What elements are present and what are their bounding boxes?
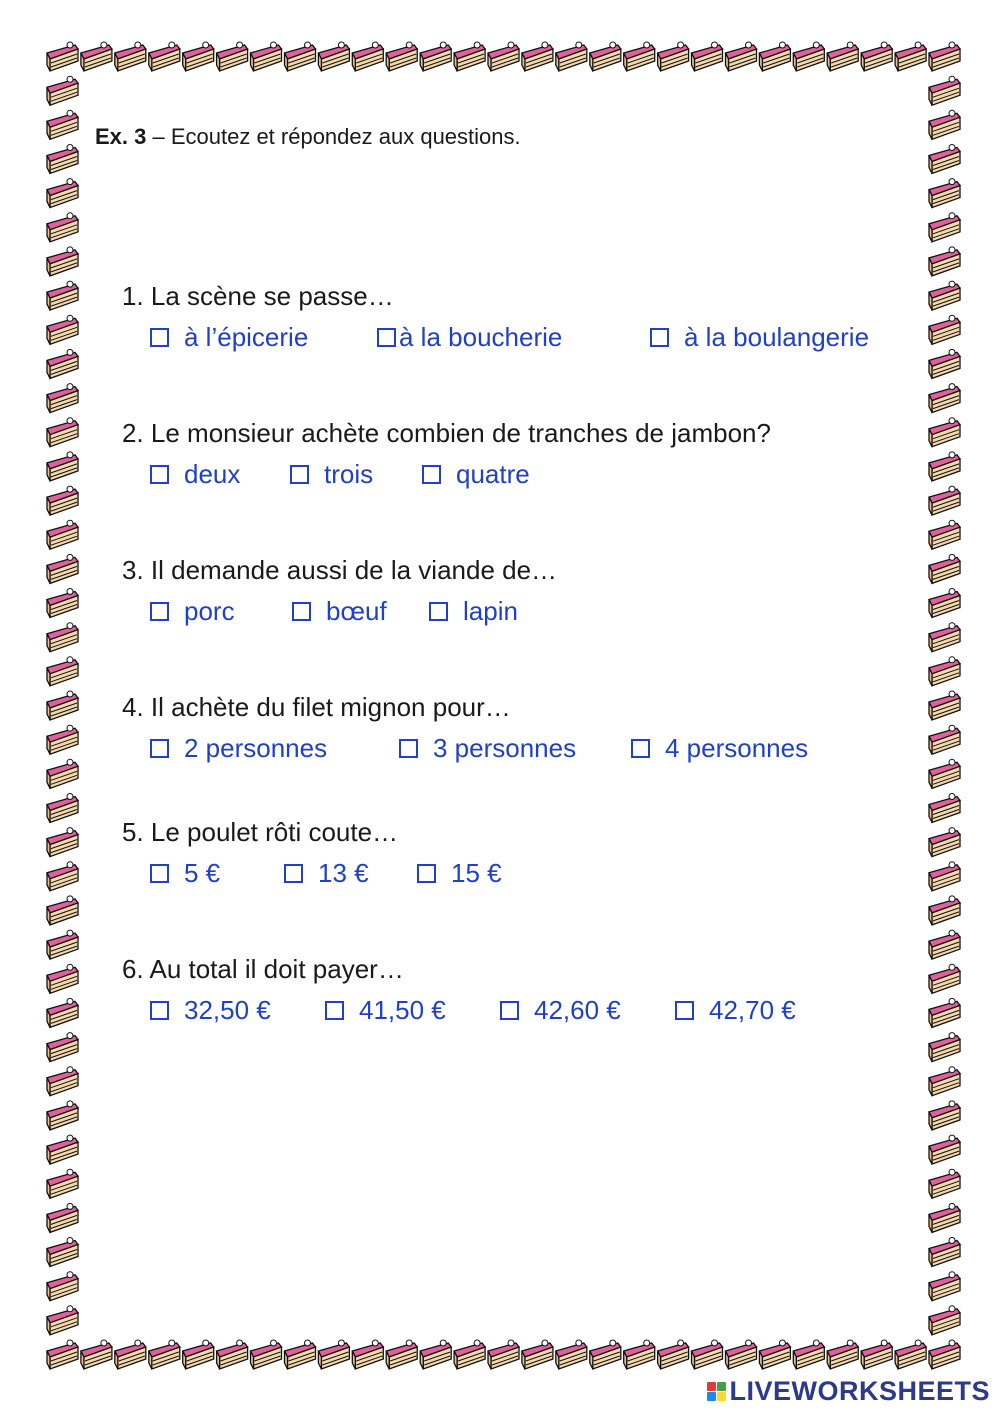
cake-slice-icon [454,42,485,71]
option-label: 13 € [318,858,369,888]
cake-slice-icon [47,1272,78,1301]
question-3 [122,555,557,630]
checkbox-icon[interactable] [325,1001,344,1020]
cake-slice-icon [47,145,78,174]
cake-slice-icon [47,862,78,891]
question-text: 6. Au total il doit payer… [122,954,404,984]
option-label: 4 personnes [665,733,809,763]
cake-slice-icon [47,1169,78,1198]
cake-slice-icon [47,213,78,242]
cake-slice-icon [929,1203,960,1232]
cake-slice-icon [929,42,960,71]
cake-slice-icon [217,42,248,71]
cake-slice-icon [658,42,689,71]
cake-slice-icon [929,486,960,515]
cake-slice-icon [47,691,78,720]
cake-slice-icon [895,42,926,71]
cake-slice-icon [929,554,960,583]
cake-slice-icon [929,349,960,378]
cake-slice-icon [929,623,960,652]
question-5 [122,817,502,892]
option-label: à l’épicerie [184,322,309,352]
cake-slice-icon [929,589,960,618]
cake-slice-icon [47,1340,78,1369]
answer-options [122,322,870,356]
exercise-label: Ex. 3 [95,124,147,149]
question-text: 3. Il demande aussi de la viande de… [122,555,558,585]
cake-slice-icon [929,896,960,925]
cake-slice-icon [47,520,78,549]
option-label: 41,50 € [359,995,446,1025]
cake-slice-icon [658,1340,689,1369]
cake-slice-icon [895,1340,926,1369]
cake-slice-icon [759,1340,790,1369]
answer-options [122,733,809,767]
cake-slice-icon [759,42,790,71]
answer-option[interactable] [675,995,796,1025]
cake-slice-icon [556,42,587,71]
cake-slice-icon [183,42,214,71]
checkbox-icon[interactable] [150,328,169,347]
cake-slice-icon [115,1340,146,1369]
cake-slice-icon [47,623,78,652]
cake-slice-icon [149,1340,180,1369]
cake-slice-icon [47,179,78,208]
cake-slice-icon [251,42,282,71]
cake-slice-icon [115,42,146,71]
cake-slice-icon [47,589,78,618]
cake-slice-icon [47,76,78,105]
answer-option[interactable] [377,322,562,352]
answer-option[interactable] [284,858,369,888]
cake-slice-icon [929,794,960,823]
answer-options [122,858,502,892]
option-label: 42,60 € [534,995,621,1025]
checkbox-icon[interactable] [429,602,448,621]
cake-slice-icon [929,179,960,208]
cake-slice-icon [929,930,960,959]
cake-slice-icon [183,1340,214,1369]
cake-slice-icon [929,145,960,174]
cake-slice-icon [47,349,78,378]
cake-slice-icon [929,418,960,447]
cake-slice-icon [285,1340,316,1369]
cake-slice-icon [929,281,960,310]
cake-slice-icon [929,213,960,242]
cake-slice-icon [47,452,78,481]
question-1 [122,281,870,356]
answer-option[interactable] [290,459,373,489]
exercise-header [95,124,521,150]
checkbox-icon[interactable] [284,864,303,883]
cake-slice-icon [47,486,78,515]
cake-slice-icon [929,76,960,105]
cake-slice-icon [522,42,553,71]
liveworksheets-logo-icon [707,1382,726,1401]
answer-option[interactable] [150,459,240,489]
question-text: 2. Le monsieur achète combien de tranches de jambon? [122,418,771,448]
cake-slice-icon [929,725,960,754]
answer-option[interactable] [292,596,387,626]
cake-slice-icon [929,1306,960,1335]
cake-slice-icon [47,384,78,413]
cake-slice-icon [929,384,960,413]
cake-slice-icon [929,657,960,686]
cake-slice-icon [420,42,451,71]
cake-slice-icon [47,1135,78,1164]
checkbox-icon[interactable] [399,739,418,758]
cake-slice-icon [624,42,655,71]
question-text: 1. La scène se passe… [122,281,394,311]
answer-options [122,995,796,1029]
answer-option[interactable] [650,322,869,352]
cake-slice-icon [929,110,960,139]
cake-slice-icon [47,930,78,959]
question-2 [122,418,771,493]
option-label: 42,70 € [709,995,796,1025]
cake-slice-icon [47,1033,78,1062]
cake-slice-icon [47,315,78,344]
cake-slice-icon [47,1203,78,1232]
answer-option[interactable] [150,596,235,626]
option-label: 5 € [184,858,221,888]
answer-option[interactable] [399,733,576,763]
option-label: 3 personnes [433,733,577,763]
cake-slice-icon [929,1135,960,1164]
cake-slice-icon [929,998,960,1027]
cake-slice-icon [929,1272,960,1301]
cake-slice-icon [420,1340,451,1369]
checkbox-icon[interactable] [377,328,396,347]
checkbox-icon[interactable] [290,465,309,484]
option-label: porc [184,596,235,626]
cake-slice-icon [47,794,78,823]
cake-slice-icon [47,1067,78,1096]
cake-slice-icon [318,1340,349,1369]
cake-slice-icon [827,42,858,71]
checkbox-icon[interactable] [650,328,669,347]
cake-slice-icon [929,1067,960,1096]
checkbox-icon[interactable] [422,465,441,484]
cake-slice-icon [47,828,78,857]
cake-slice-icon [386,42,417,71]
cake-slice-icon [47,896,78,925]
checkbox-icon[interactable] [292,602,311,621]
cake-slice-icon [929,862,960,891]
exercise-instruction: – Ecoutez et répondez aux questions. [146,124,521,149]
cake-slice-icon [352,42,383,71]
cake-slice-icon [929,1238,960,1267]
cake-slice-icon [556,1340,587,1369]
cake-slice-icon [726,1340,757,1369]
cake-slice-icon [47,42,78,71]
question-text: 5. Le poulet rôti coute… [122,817,399,847]
cake-slice-icon [47,247,78,276]
cake-slice-icon [318,42,349,71]
cake-slice-icon [929,1033,960,1062]
cake-slice-icon [590,1340,621,1369]
cake-slice-icon [929,520,960,549]
cake-slice-icon [47,657,78,686]
answer-option[interactable] [429,596,518,626]
cake-slice-icon [47,1238,78,1267]
cake-slice-icon [590,42,621,71]
checkbox-icon[interactable] [150,602,169,621]
cake-slice-icon [47,281,78,310]
cake-slice-icon [624,1340,655,1369]
option-label: à la boucherie [399,322,563,352]
answer-option[interactable] [422,459,530,489]
cake-slice-icon [47,554,78,583]
option-label: 15 € [451,858,502,888]
logo-text: LIVEWORKSHEETS [729,1376,990,1406]
cake-slice-icon [47,418,78,447]
answer-options [122,459,771,493]
cake-slice-icon [47,725,78,754]
checkbox-icon[interactable] [500,1001,519,1020]
cake-slice-icon [352,1340,383,1369]
cake-slice-icon [488,1340,519,1369]
option-label: trois [324,459,374,489]
checkbox-icon[interactable] [150,739,169,758]
answer-option[interactable] [150,733,327,763]
cake-slice-icon [929,828,960,857]
question-4 [122,692,809,767]
liveworksheets-logo[interactable] [707,1376,990,1407]
cake-slice-icon [285,42,316,71]
checkbox-icon[interactable] [150,864,169,883]
answer-option[interactable] [325,995,446,1025]
option-label: lapin [463,596,518,626]
option-label: quatre [456,459,530,489]
cake-slice-icon [692,42,723,71]
cake-slice-icon [692,1340,723,1369]
answer-option[interactable] [150,858,220,888]
option-label: bœuf [326,596,387,626]
cake-slice-icon [386,1340,417,1369]
cake-slice-icon [522,1340,553,1369]
cake-slice-icon [47,1306,78,1335]
option-label: deux [184,459,241,489]
checkbox-icon[interactable] [417,864,436,883]
cake-slice-icon [793,1340,824,1369]
answer-option[interactable] [150,322,308,352]
cake-slice-icon [861,42,892,71]
option-label: à la boulangerie [684,322,870,352]
cake-slice-icon [454,1340,485,1369]
cake-slice-icon [793,42,824,71]
cake-slice-icon [827,1340,858,1369]
checkbox-icon[interactable] [631,739,650,758]
cake-slice-icon [929,247,960,276]
cake-slice-icon [929,1340,960,1369]
cake-slice-icon [81,1340,112,1369]
cake-slice-icon [929,1169,960,1198]
cake-slice-icon [81,42,112,71]
cake-slice-icon [47,1101,78,1130]
cake-slice-icon [47,964,78,993]
answer-option[interactable] [150,995,271,1025]
cake-slice-icon [861,1340,892,1369]
cake-slice-icon [47,759,78,788]
answer-option[interactable] [500,995,621,1025]
cake-slice-icon [929,964,960,993]
option-label: 32,50 € [184,995,271,1025]
question-text: 4. Il achète du filet mignon pour… [122,692,511,722]
option-label: 2 personnes [184,733,328,763]
answer-option[interactable] [631,733,808,763]
cake-slice-icon [47,998,78,1027]
cake-slice-icon [929,315,960,344]
cake-slice-icon [929,759,960,788]
answer-option[interactable] [417,858,502,888]
answer-options [122,596,557,630]
cake-slice-icon [149,42,180,71]
checkbox-icon[interactable] [675,1001,694,1020]
cake-slice-icon [929,691,960,720]
cake-slice-icon [47,110,78,139]
question-6 [122,954,796,1029]
cake-slice-icon [929,1101,960,1130]
cake-slice-icon [929,452,960,481]
cake-slice-icon [251,1340,282,1369]
checkbox-icon[interactable] [150,1001,169,1020]
checkbox-icon[interactable] [150,465,169,484]
cake-slice-icon [726,42,757,71]
cake-slice-icon [217,1340,248,1369]
cake-slice-icon [488,42,519,71]
